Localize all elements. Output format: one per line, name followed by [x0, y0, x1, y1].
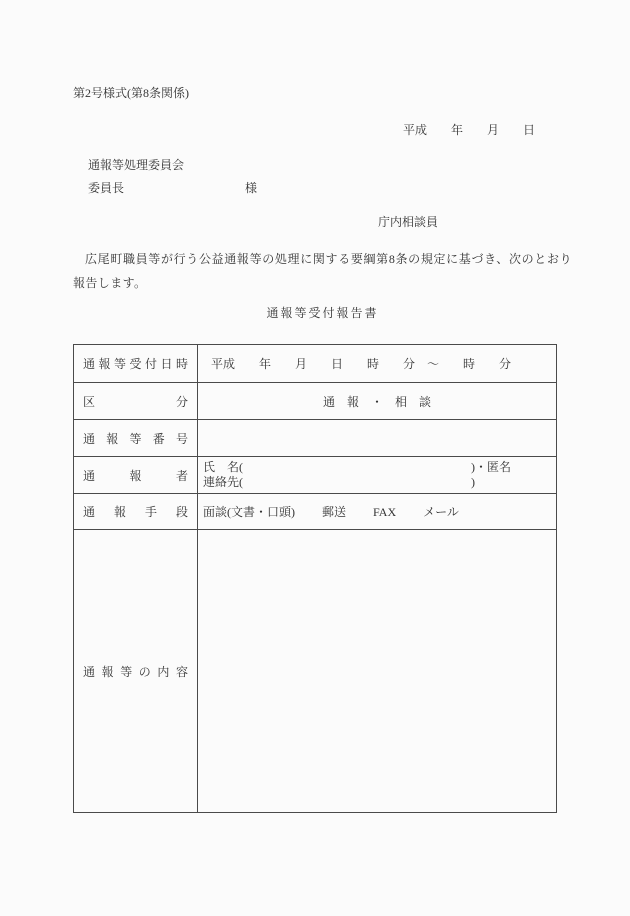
reporter-name-line: 氏 名( )・匿名 [203, 460, 511, 474]
reception-datetime-value-cell: 平成 年 月 日 時 分 ～ 時 分 [211, 357, 512, 371]
body-paragraph: 広尾町職員等が行う公益通報等の処理に関する要綱第8条の規定に基づき、次のとおり報告します。 [73, 252, 572, 290]
sender-title: 庁内相談員 [378, 215, 439, 229]
addressee-organization: 通報等処理委員会 [88, 158, 185, 172]
category-label: 区分 [83, 394, 188, 409]
report-number-label: 通報等番号 [83, 431, 188, 446]
reporter-contact-line: 連絡先( ) [203, 475, 475, 489]
category-label-cell [74, 383, 198, 419]
report-method-label-cell [74, 494, 198, 529]
addressee-honorific: 様 [245, 181, 258, 195]
table-row-reporter [74, 457, 556, 494]
addressee-title: 委員長 [88, 181, 125, 195]
document-title: 通報等受付報告書 [266, 306, 379, 320]
table-row-category [74, 383, 556, 420]
table-row-report-content [74, 530, 556, 812]
table-row-report-method [74, 494, 556, 530]
report-content-label: 通報等の内容 [83, 664, 188, 679]
reporter-label-cell [74, 457, 198, 493]
category-value-cell: 通 報 ・ 相 談 [322, 394, 431, 409]
report-content-label-cell [74, 530, 198, 812]
addressee-line [88, 179, 257, 196]
reporter-value-cell [198, 457, 556, 493]
report-number-label-cell [74, 420, 198, 456]
reception-datetime-label: 通報等受付日時 [83, 357, 188, 371]
report-method-value-cell: 面談(文書・口頭) 郵送 FAX メール [203, 505, 459, 519]
reporter-label: 通報者 [83, 468, 188, 483]
report-content-value-cell [198, 530, 556, 812]
report-number-value-cell [198, 420, 556, 456]
date-line: 平成 年 月 日 [403, 123, 536, 137]
form-number: 第2号様式(第8条関係) [73, 86, 189, 100]
table-row-reception-datetime [74, 345, 556, 383]
table-row-report-number [74, 420, 556, 457]
report-method-label: 通報手段 [83, 505, 188, 519]
report-table [73, 344, 557, 813]
reception-datetime-label-cell [74, 345, 198, 382]
